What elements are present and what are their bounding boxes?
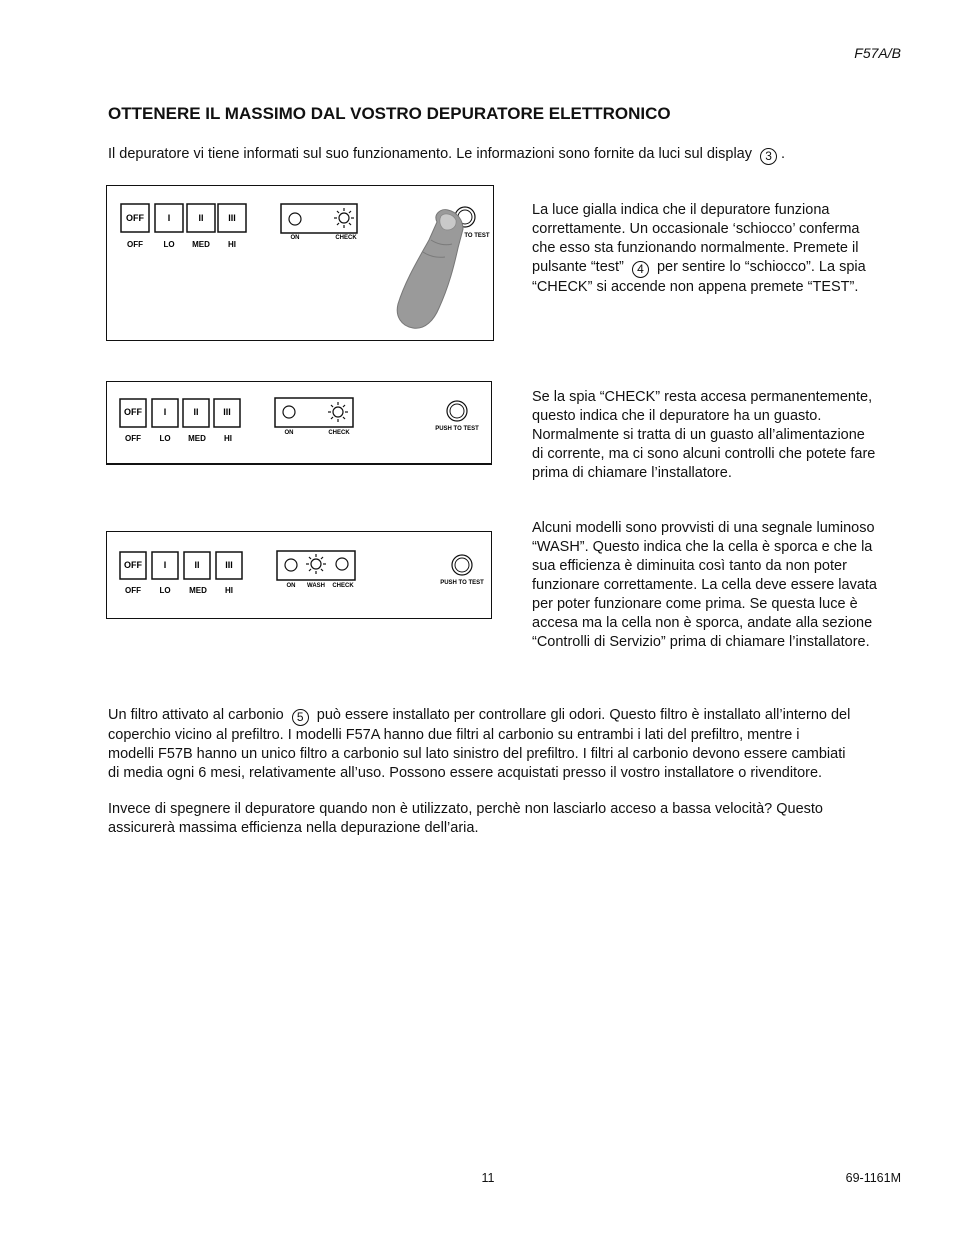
finger-pressing-icon — [397, 210, 463, 329]
test-button-label: PUSH TO TEST — [440, 580, 484, 586]
label-off: OFF — [127, 240, 143, 249]
light-label-on: ON — [286, 583, 296, 589]
desc2-line: prima di chiamare l’installatore. — [532, 465, 732, 481]
label-hi: HI — [224, 434, 232, 443]
desc2-line: Se la spia “CHECK” resta accesa permanentemente, — [532, 389, 873, 405]
light-label-on: ON — [284, 430, 294, 436]
desc3-line: sua efficienza è diminuita così tanto da non poter — [532, 558, 847, 574]
desc2-line: Normalmente si tratta di un guasto all’alimentazione — [532, 427, 865, 443]
switch-hi-text: III — [228, 213, 236, 223]
desc3-line: per poter funzionare come prima. Se questa luce è — [532, 596, 858, 612]
desc3-line: “Controlli di Servizio” prima di chiamare l’installatore. — [532, 634, 870, 650]
carbon-line: coperchio vicino al prefiltro. I modelli F57A hanno due filtri al carbonio su entrambi i lati del prefiltro, mentre i — [108, 727, 800, 743]
carbon-line — [108, 706, 928, 726]
label-hi: HI — [225, 586, 233, 595]
desc1-line: che esso sta funzionando normalmente. Premete il — [532, 240, 859, 256]
desc3-line: funzionare correttamente. La cella deve essere lavata — [532, 577, 877, 593]
section-title: OTTENERE IL MASSIMO DAL VOSTRO DEPURATORE ELETTRONICO — [108, 104, 671, 123]
lowspeed-line: assicurerà massima efficienza nella depurazione dell’aria. — [108, 820, 479, 836]
carbon-filter-paragraph — [108, 706, 928, 783]
switch-med-text: II — [198, 213, 204, 223]
switch-lo-text: I — [163, 407, 167, 417]
light-label-check: CHECK — [335, 235, 357, 241]
switch-hi-text: III — [225, 560, 233, 570]
desc2-line: questo indica che il depuratore ha un guasto. — [532, 408, 822, 424]
desc3-line: Alcuni modelli sono provvisti di una segnale luminoso — [532, 520, 875, 536]
desc3-line: accesa ma la cella non è sporca, andate alla sezione — [532, 615, 873, 631]
carbon-line: di media ogni 6 mesi, relativamente all’uso. Possono essere acquistati presso il vostro installatore o rivenditore. — [108, 765, 823, 781]
label-med: MED — [192, 240, 210, 249]
switch-off-text: OFF — [126, 213, 144, 223]
light-label-on: ON — [290, 235, 300, 241]
carbon-text: può essere installato per controllare gli odori. Questo filtro è installato all’interno del — [316, 707, 851, 723]
desc1-text: pulsante “test” — [532, 259, 624, 275]
panel-1-drawing — [107, 186, 493, 340]
switch-off-text: OFF — [124, 560, 142, 570]
panel-figure-2 — [106, 381, 492, 465]
label-lo: LO — [159, 586, 171, 595]
low-speed-paragraph — [108, 800, 928, 838]
lowspeed-line: Invece di spegnere il depuratore quando non è utilizzato, perchè non lasciarlo acceso a bassa velocità? Questo — [108, 801, 823, 817]
desc1-line: correttamente. Un occasionale ‘schiocco’ conferma — [532, 221, 860, 237]
label-hi: HI — [228, 240, 236, 249]
light-housing — [281, 204, 357, 233]
document-number: 69-1161M — [845, 1171, 901, 1185]
test-button-label: PUSH TO TEST — [435, 426, 479, 432]
desc1-text: per sentire lo “schiocco”. La spia — [656, 259, 866, 275]
callout-3: 3 — [760, 148, 777, 165]
label-med: MED — [188, 434, 206, 443]
panel-3-drawing — [107, 532, 491, 618]
carbon-line: modelli F57B hanno un unico filtro a carbonio sul lato sinistro del prefiltro. I filtri al carbonio devono essere cambiati — [108, 746, 846, 762]
description-1 — [532, 201, 912, 297]
page-number: 11 — [481, 1171, 495, 1185]
description-3 — [532, 519, 912, 652]
panel-figure-1 — [106, 185, 494, 341]
desc3-line: “WASH”. Questo indica che la cella è sporca e che la — [532, 539, 873, 555]
light-label-check: CHECK — [328, 430, 350, 436]
callout-5: 5 — [292, 709, 309, 726]
test-button-label: TO TEST — [464, 233, 490, 239]
switch-off-text: OFF — [124, 407, 142, 417]
desc1-line — [532, 258, 912, 278]
switch-med-text: II — [194, 560, 200, 570]
light-label-check: CHECK — [332, 583, 354, 589]
callout-4: 4 — [632, 261, 649, 278]
label-lo: LO — [163, 240, 175, 249]
switch-hi-text: III — [223, 407, 231, 417]
desc1-line: La luce gialla indica che il depuratore funziona — [532, 202, 830, 218]
label-off: OFF — [125, 586, 141, 595]
label-med: MED — [189, 586, 207, 595]
panel-figure-3 — [106, 531, 492, 619]
label-lo: LO — [159, 434, 171, 443]
carbon-text: Un filtro attivato al carbonio — [108, 707, 284, 723]
desc2-line: di corrente, ma ci sono alcuni controlli che potete fare — [532, 446, 876, 462]
model-number: F57A/B — [854, 45, 901, 61]
description-2 — [532, 388, 912, 483]
intro-end: . — [781, 146, 786, 162]
intro-text: Il depuratore vi tiene informati sul suo funzionamento. Le informazioni sono fornite da luci sul display — [108, 146, 752, 162]
panel-2-drawing — [107, 382, 491, 463]
label-off: OFF — [125, 434, 141, 443]
intro-paragraph — [108, 145, 785, 165]
switch-lo-text: I — [167, 213, 171, 223]
switch-med-text: II — [193, 407, 199, 417]
switch-lo-text: I — [163, 560, 167, 570]
light-housing — [275, 398, 353, 427]
desc1-line: “CHECK” si accende non appena premete “TEST”. — [532, 279, 859, 295]
light-label-wash: WASH — [307, 583, 325, 589]
